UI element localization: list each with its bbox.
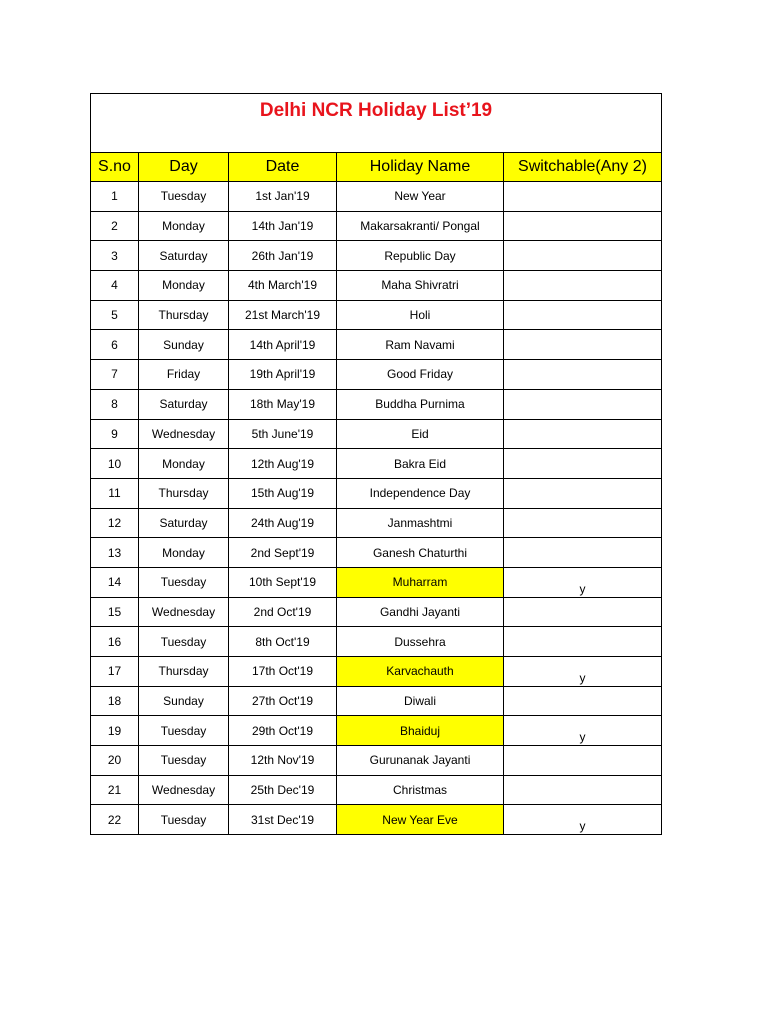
cell-date: 21st March'19 xyxy=(229,300,337,330)
cell-date: 12th Aug'19 xyxy=(229,449,337,479)
cell-date: 24th Aug'19 xyxy=(229,508,337,538)
cell-sno: 1 xyxy=(91,182,139,212)
table-row xyxy=(91,657,662,687)
cell-sno: 21 xyxy=(91,775,139,805)
table-row xyxy=(91,478,662,508)
cell-sno: 10 xyxy=(91,449,139,479)
cell-holiday-name: Good Friday xyxy=(337,360,504,390)
cell-holiday-name: Maha Shivratri xyxy=(337,271,504,301)
cell-day: Monday xyxy=(139,271,229,301)
cell-date: 4th March'19 xyxy=(229,271,337,301)
cell-date: 10th Sept'19 xyxy=(229,567,337,597)
table-row xyxy=(91,716,662,746)
cell-sno: 12 xyxy=(91,508,139,538)
cell-switchable xyxy=(504,389,662,419)
cell-date: 14th April'19 xyxy=(229,330,337,360)
table-row xyxy=(91,330,662,360)
cell-sno: 6 xyxy=(91,330,139,360)
cell-switchable xyxy=(504,686,662,716)
cell-sno: 15 xyxy=(91,597,139,627)
table-row xyxy=(91,271,662,301)
cell-date: 2nd Sept'19 xyxy=(229,538,337,568)
cell-day: Monday xyxy=(139,538,229,568)
cell-sno: 2 xyxy=(91,211,139,241)
table-row xyxy=(91,597,662,627)
cell-holiday-name: Muharram xyxy=(337,567,504,597)
cell-switchable xyxy=(504,360,662,390)
cell-switchable xyxy=(504,271,662,301)
cell-day: Tuesday xyxy=(139,716,229,746)
cell-switchable: y xyxy=(504,805,662,835)
table-row xyxy=(91,775,662,805)
cell-switchable: y xyxy=(504,567,662,597)
table-row xyxy=(91,508,662,538)
cell-day: Saturday xyxy=(139,241,229,271)
table-row xyxy=(91,211,662,241)
column-header-sno: S.no xyxy=(91,153,139,182)
cell-sno: 9 xyxy=(91,419,139,449)
cell-holiday-name: Buddha Purnima xyxy=(337,389,504,419)
cell-date: 15th Aug'19 xyxy=(229,478,337,508)
cell-sno: 7 xyxy=(91,360,139,390)
cell-date: 1st Jan'19 xyxy=(229,182,337,212)
cell-holiday-name: Independence Day xyxy=(337,478,504,508)
cell-switchable xyxy=(504,182,662,212)
cell-holiday-name: Republic Day xyxy=(337,241,504,271)
table-row xyxy=(91,538,662,568)
cell-day: Tuesday xyxy=(139,567,229,597)
cell-sno: 20 xyxy=(91,746,139,776)
column-header-switchable: Switchable(Any 2) xyxy=(504,153,662,182)
cell-sno: 18 xyxy=(91,686,139,716)
table-row xyxy=(91,241,662,271)
column-header-date: Date xyxy=(229,153,337,182)
cell-switchable xyxy=(504,241,662,271)
table-row xyxy=(91,389,662,419)
table-row xyxy=(91,627,662,657)
cell-holiday-name: Bhaiduj xyxy=(337,716,504,746)
title-row xyxy=(91,94,662,153)
cell-sno: 13 xyxy=(91,538,139,568)
cell-sno: 17 xyxy=(91,657,139,687)
table-row xyxy=(91,746,662,776)
cell-day: Tuesday xyxy=(139,746,229,776)
cell-day: Thursday xyxy=(139,300,229,330)
cell-date: 12th Nov'19 xyxy=(229,746,337,776)
cell-holiday-name: New Year xyxy=(337,182,504,212)
table-row xyxy=(91,567,662,597)
cell-day: Sunday xyxy=(139,686,229,716)
cell-switchable xyxy=(504,597,662,627)
cell-day: Wednesday xyxy=(139,419,229,449)
cell-switchable xyxy=(504,627,662,657)
cell-holiday-name: Ganesh Chaturthi xyxy=(337,538,504,568)
cell-sno: 8 xyxy=(91,389,139,419)
cell-switchable xyxy=(504,330,662,360)
cell-sno: 3 xyxy=(91,241,139,271)
cell-sno: 19 xyxy=(91,716,139,746)
cell-day: Tuesday xyxy=(139,805,229,835)
cell-sno: 14 xyxy=(91,567,139,597)
column-header-day: Day xyxy=(139,153,229,182)
cell-date: 14th Jan'19 xyxy=(229,211,337,241)
cell-holiday-name: Makarsakranti/ Pongal xyxy=(337,211,504,241)
table-row xyxy=(91,805,662,835)
holiday-table xyxy=(90,93,662,835)
cell-day: Wednesday xyxy=(139,775,229,805)
cell-date: 8th Oct'19 xyxy=(229,627,337,657)
cell-holiday-name: New Year Eve xyxy=(337,805,504,835)
cell-holiday-name: Eid xyxy=(337,419,504,449)
table-row xyxy=(91,360,662,390)
sheet-title: Delhi NCR Holiday List’19 xyxy=(91,94,662,153)
cell-switchable xyxy=(504,478,662,508)
cell-day: Tuesday xyxy=(139,182,229,212)
cell-holiday-name: Bakra Eid xyxy=(337,449,504,479)
cell-sno: 22 xyxy=(91,805,139,835)
table-row xyxy=(91,182,662,212)
cell-holiday-name: Diwali xyxy=(337,686,504,716)
cell-date: 29th Oct'19 xyxy=(229,716,337,746)
cell-sno: 11 xyxy=(91,478,139,508)
cell-date: 26th Jan'19 xyxy=(229,241,337,271)
cell-holiday-name: Gurunanak Jayanti xyxy=(337,746,504,776)
cell-day: Sunday xyxy=(139,330,229,360)
cell-date: 17th Oct'19 xyxy=(229,657,337,687)
cell-day: Saturday xyxy=(139,508,229,538)
cell-date: 19th April'19 xyxy=(229,360,337,390)
cell-holiday-name: Gandhi Jayanti xyxy=(337,597,504,627)
cell-day: Wednesday xyxy=(139,597,229,627)
cell-switchable xyxy=(504,746,662,776)
cell-holiday-name: Karvachauth xyxy=(337,657,504,687)
cell-holiday-name: Ram Navami xyxy=(337,330,504,360)
cell-date: 18th May'19 xyxy=(229,389,337,419)
cell-day: Thursday xyxy=(139,478,229,508)
cell-holiday-name: Holi xyxy=(337,300,504,330)
cell-day: Saturday xyxy=(139,389,229,419)
table-row xyxy=(91,419,662,449)
table-row xyxy=(91,300,662,330)
cell-day: Friday xyxy=(139,360,229,390)
cell-holiday-name: Janmashtmi xyxy=(337,508,504,538)
cell-day: Monday xyxy=(139,449,229,479)
cell-day: Tuesday xyxy=(139,627,229,657)
cell-switchable: y xyxy=(504,716,662,746)
cell-holiday-name: Dussehra xyxy=(337,627,504,657)
cell-switchable xyxy=(504,508,662,538)
cell-switchable xyxy=(504,538,662,568)
cell-switchable xyxy=(504,419,662,449)
cell-day: Thursday xyxy=(139,657,229,687)
header-row xyxy=(91,153,662,182)
holiday-rows xyxy=(91,182,662,835)
table-row xyxy=(91,449,662,479)
cell-sno: 4 xyxy=(91,271,139,301)
cell-day: Monday xyxy=(139,211,229,241)
cell-switchable: y xyxy=(504,657,662,687)
cell-date: 27th Oct'19 xyxy=(229,686,337,716)
cell-date: 2nd Oct'19 xyxy=(229,597,337,627)
cell-date: 25th Dec'19 xyxy=(229,775,337,805)
table-row xyxy=(91,686,662,716)
cell-holiday-name: Christmas xyxy=(337,775,504,805)
cell-switchable xyxy=(504,300,662,330)
cell-sno: 16 xyxy=(91,627,139,657)
cell-date: 5th June'19 xyxy=(229,419,337,449)
cell-switchable xyxy=(504,211,662,241)
cell-date: 31st Dec'19 xyxy=(229,805,337,835)
cell-sno: 5 xyxy=(91,300,139,330)
cell-switchable xyxy=(504,775,662,805)
column-header-holiday-name: Holiday Name xyxy=(337,153,504,182)
cell-switchable xyxy=(504,449,662,479)
